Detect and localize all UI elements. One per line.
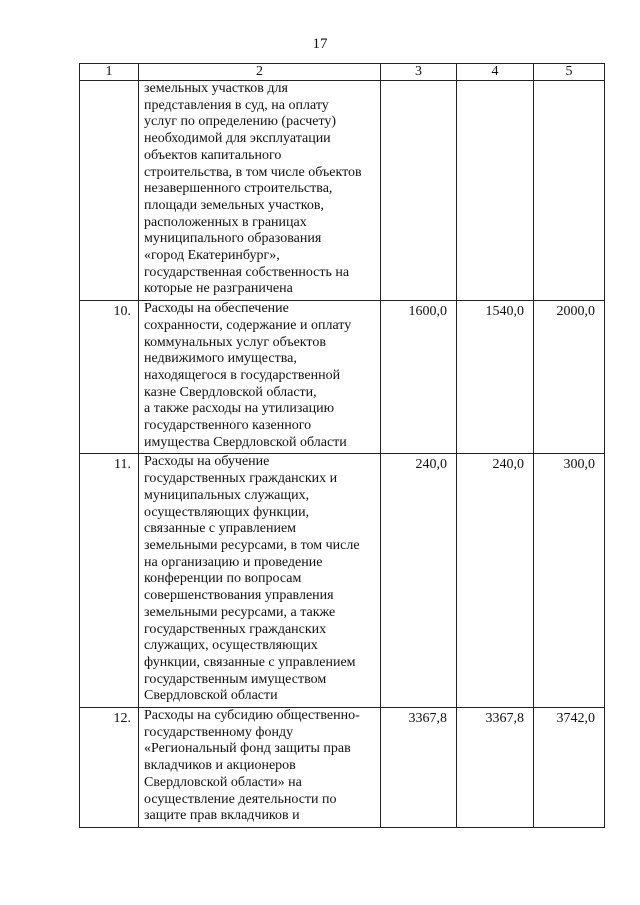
value-col-5 xyxy=(534,81,605,301)
description-line: на организацию и проведение xyxy=(144,554,323,570)
page-number: 17 xyxy=(312,36,328,52)
description-line: строительства, в том числе объектов xyxy=(144,164,362,180)
table-header-row xyxy=(80,64,605,81)
row-description xyxy=(139,708,381,828)
value-col-5: 2000,0 xyxy=(534,301,605,454)
table-row xyxy=(80,708,605,828)
description-line: Расходы на обеспечение xyxy=(144,301,289,317)
row-number xyxy=(80,81,139,301)
description-line: «город Екатеринбург», xyxy=(144,248,280,264)
description-line: Расходы на обучение xyxy=(144,454,270,470)
description-line: земельных участков для xyxy=(144,81,288,96)
value-col-3: 1600,0 xyxy=(381,301,457,454)
description-line: объектов капитального xyxy=(144,147,282,163)
description-line: расположенных в границах xyxy=(144,214,307,230)
column-header-1: 1 xyxy=(80,64,139,81)
description-line: осуществление деятельности по xyxy=(144,791,337,807)
description-line: имущества Свердловской области xyxy=(144,434,347,450)
description-line: Свердловской области xyxy=(144,688,278,704)
description-line: служащих, осуществляющих xyxy=(144,638,318,654)
table-row xyxy=(80,81,605,301)
description-line: государственного казенного xyxy=(144,418,312,434)
budget-table xyxy=(79,63,605,828)
description-line: вкладчиков и акционеров xyxy=(144,758,296,774)
description-line: государственным имуществом xyxy=(144,671,327,687)
description-line: функции, связанные с управлением xyxy=(144,654,356,670)
description-line: муниципальных служащих, xyxy=(144,487,310,503)
column-header-3: 3 xyxy=(381,64,457,81)
value-col-3: 240,0 xyxy=(381,454,457,708)
description-line: конференции по вопросам xyxy=(144,571,302,587)
column-header-5: 5 xyxy=(534,64,605,81)
column-header-4: 4 xyxy=(457,64,534,81)
row-description xyxy=(139,301,381,454)
description-line: недвижимого имущества, xyxy=(144,351,297,367)
description-line: государственная собственность на xyxy=(144,264,350,280)
description-line: площади земельных участков, xyxy=(144,197,324,213)
value-col-4: 3367,8 xyxy=(457,708,534,828)
description-line: «Региональный фонд защиты прав xyxy=(144,741,351,757)
value-col-4: 240,0 xyxy=(457,454,534,708)
description-line: сохранности, содержание и оплату xyxy=(144,317,352,333)
description-line: услуг по определению (расчету) xyxy=(144,114,337,130)
description-line: представления в суд, на оплату xyxy=(144,97,329,113)
row-number: 10. xyxy=(80,301,139,454)
description-line: которые не разграничена xyxy=(144,281,293,297)
value-col-3: 3367,8 xyxy=(381,708,457,828)
description-line: государственных гражданских и xyxy=(144,471,338,487)
value-col-3 xyxy=(381,81,457,301)
description-line: земельными ресурсами, а также xyxy=(144,604,336,620)
description-line: незавершенного строительства, xyxy=(144,181,333,197)
row-description xyxy=(139,454,381,708)
description-line: защите прав вкладчиков и xyxy=(144,808,300,824)
description-line: связанные с управлением xyxy=(144,521,297,537)
value-col-5: 3742,0 xyxy=(534,708,605,828)
description-line: государственных гражданских xyxy=(144,621,327,637)
description-line: государственному фонду xyxy=(144,724,294,740)
table-row xyxy=(80,301,605,454)
value-col-4: 1540,0 xyxy=(457,301,534,454)
column-header-2: 2 xyxy=(139,64,381,81)
description-line: земельными ресурсами, в том числе xyxy=(144,537,360,553)
row-number: 12. xyxy=(80,708,139,828)
description-line: находящегося в государственной xyxy=(144,367,341,383)
description-line: Свердловской области» на xyxy=(144,774,302,790)
description-line: а также расходы на утилизацию xyxy=(144,401,335,417)
description-line: Расходы на субсидию общественно- xyxy=(144,708,360,724)
row-description xyxy=(139,81,381,301)
description-line: муниципального образования xyxy=(144,231,322,247)
description-line: совершенствования управления xyxy=(144,588,334,604)
value-col-4 xyxy=(457,81,534,301)
table-row xyxy=(80,454,605,708)
description-line: казне Свердловской области, xyxy=(144,384,317,400)
description-line: осуществляющих функции, xyxy=(144,504,310,520)
row-number: 11. xyxy=(80,454,139,708)
value-col-5: 300,0 xyxy=(534,454,605,708)
description-line: коммунальных услуг объектов xyxy=(144,334,326,350)
description-line: необходимой для эксплуатации xyxy=(144,131,331,147)
